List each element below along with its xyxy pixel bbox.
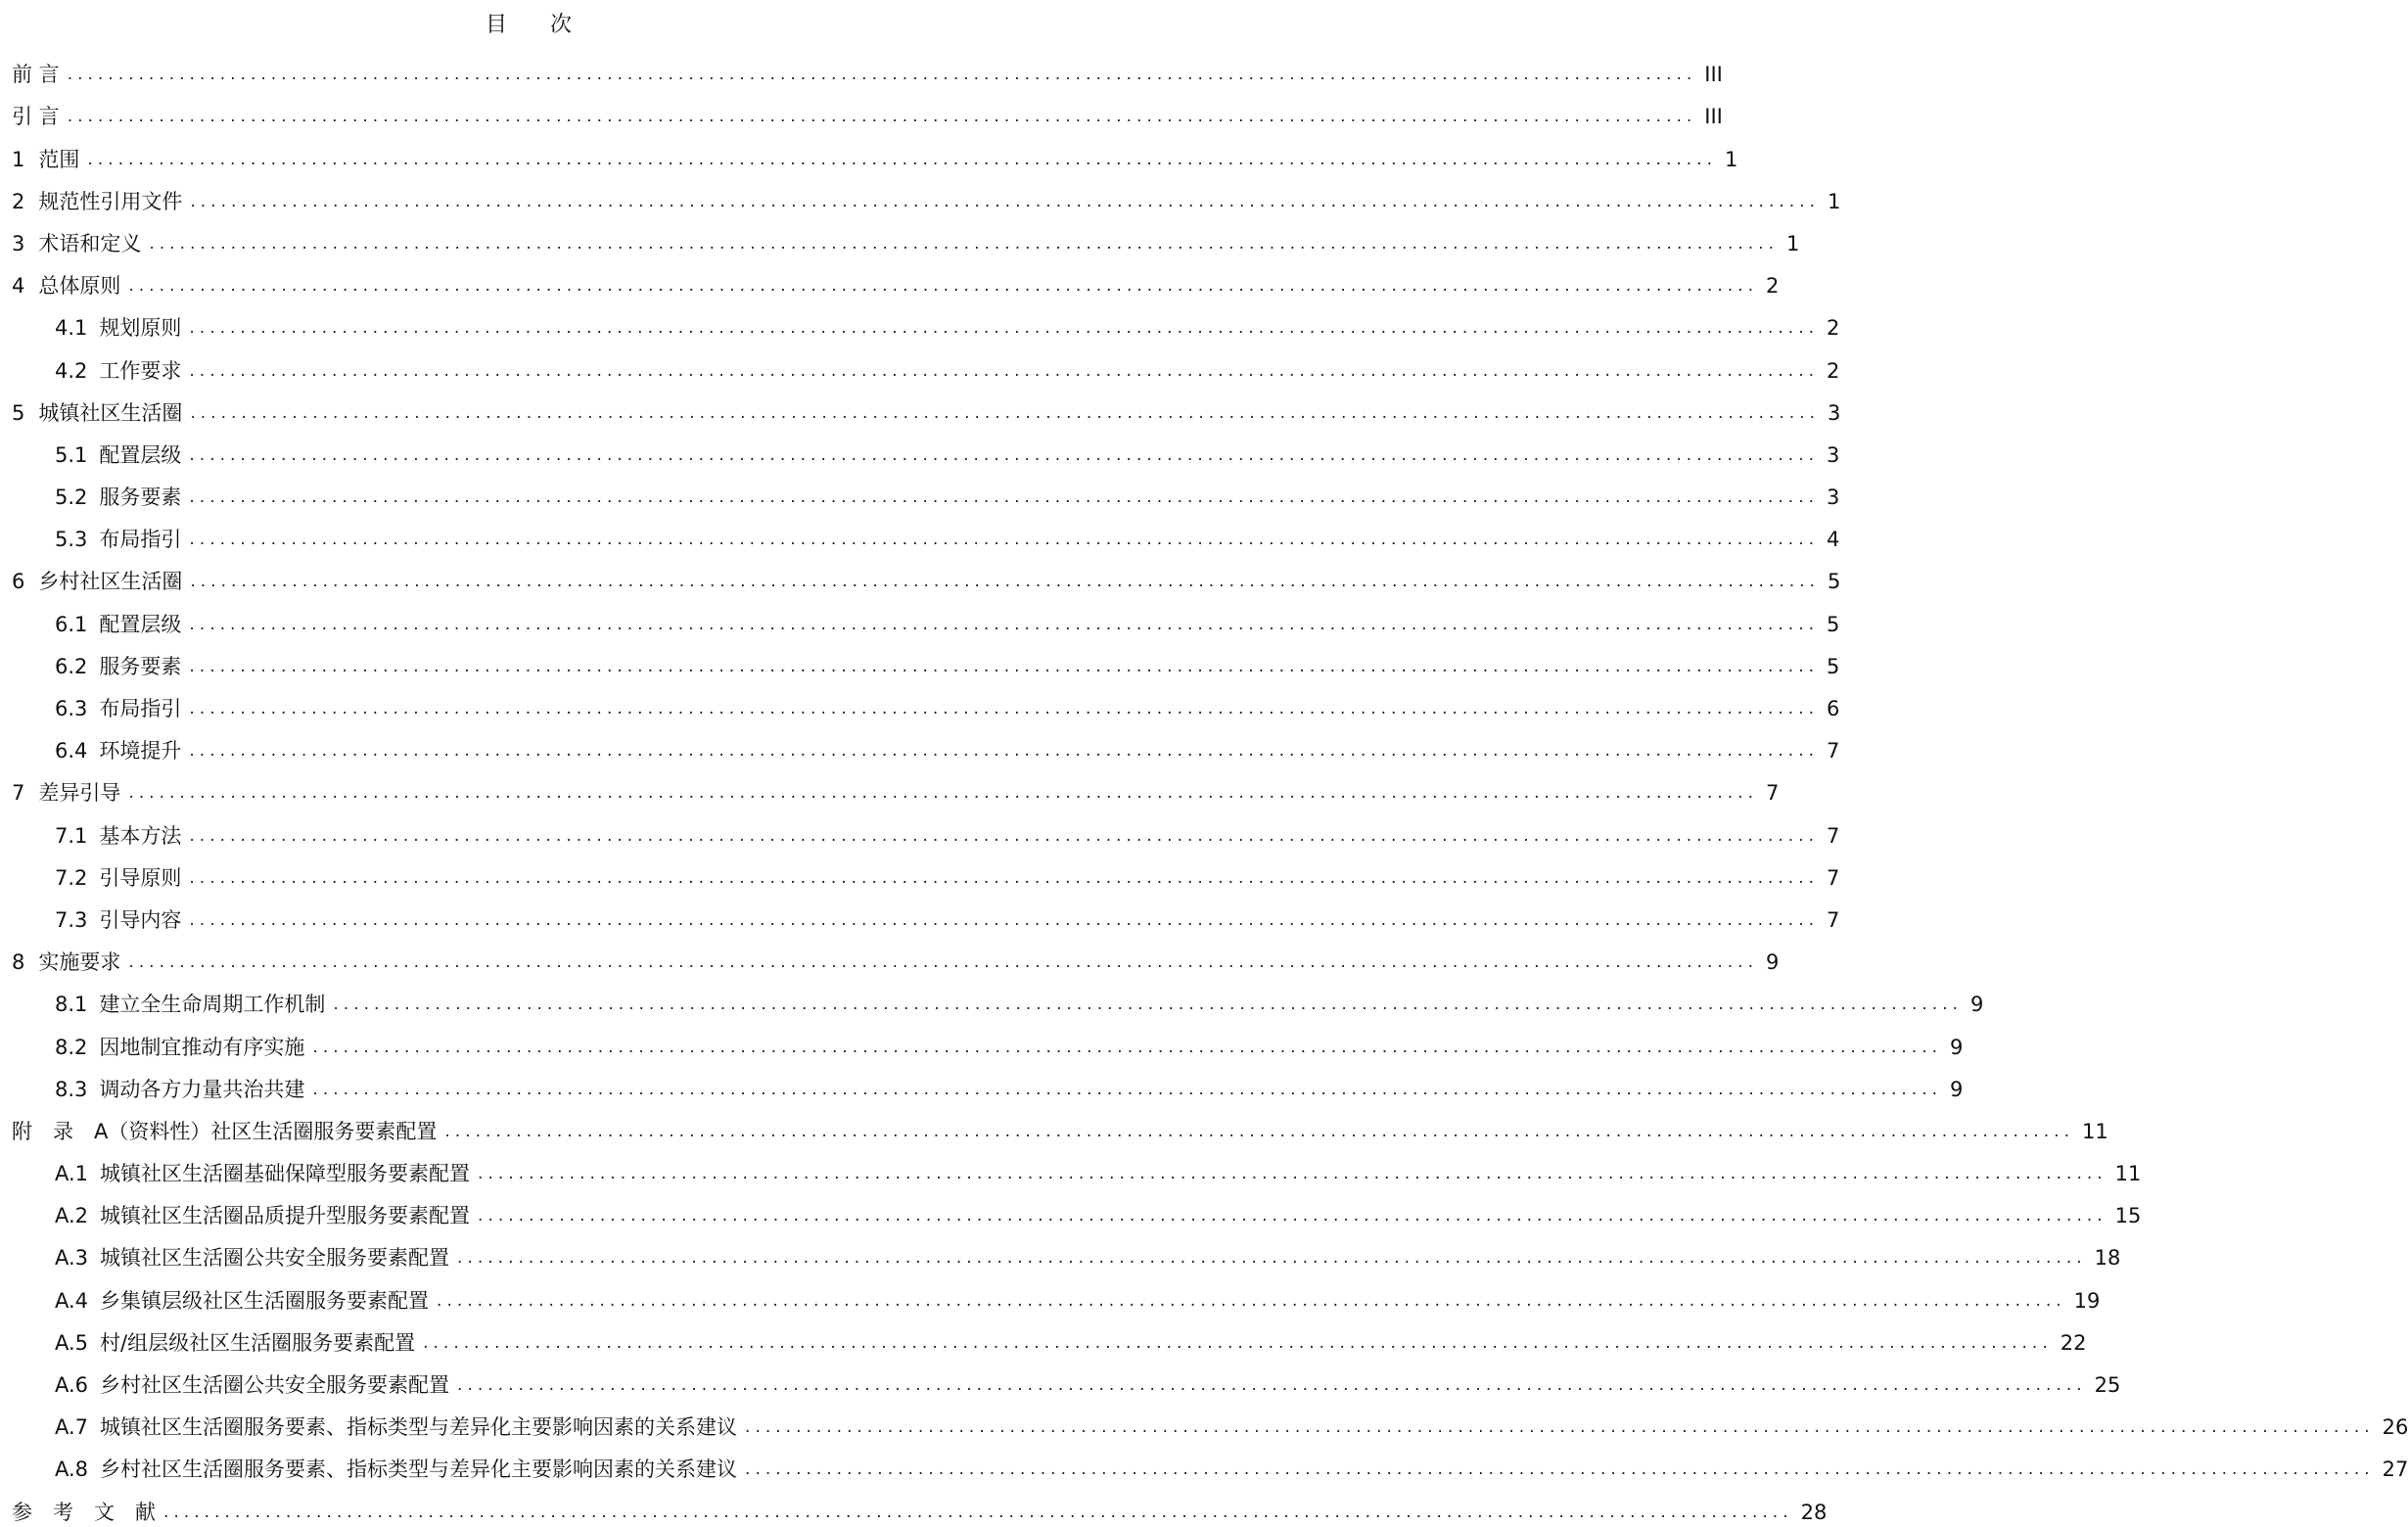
dot-leader: ................................................................................................................................................................ [189,444,1820,465]
dot-leader: ................................................................................................................................................................ [189,656,1820,676]
toc-entry-number: 6.2 [55,654,88,678]
toc-entry-page-number: 7 [1827,865,1840,890]
toc-entry-number: A.2 [55,1204,89,1228]
toc-entry-number: 4 [12,274,25,299]
toc-entry-page-number: 5 [1827,654,1840,678]
toc-entry-page-number: 2 [1827,316,1840,341]
toc-entry[interactable] [0,301,1840,343]
toc-entry-page-number: 11 [2081,1119,2108,1143]
toc-entry[interactable] [0,343,1840,385]
toc-entry-number: 7.2 [55,865,88,890]
toc-entry-page-number: 7 [1765,781,1780,806]
toc-entry-label: 调动各方力量共治共建 [99,1077,305,1101]
toc-entry-page-number: 7 [1827,739,1840,764]
toc-entry[interactable] [0,765,1780,808]
toc-entry-page-number: 22 [2060,1330,2087,1355]
dot-leader: ................................................................................................................................................................ [444,1121,2074,1141]
toc-entry-page-number: 5 [1827,570,1841,594]
toc-entry-page-number: 3 [1827,442,1840,467]
dot-leader: ................................................................................................................................................................ [190,402,1820,423]
toc-entry[interactable] [0,1484,1828,1526]
toc-entry[interactable] [0,1272,2101,1315]
toc-entry-label: 城镇社区生活圈服务要素、指标类型与差异化主要影响因素的关系建议 [100,1415,738,1440]
toc-entry-number: A.8 [55,1458,89,1482]
toc-entry-label: 实施要求 [38,950,121,975]
dot-leader: ................................................................................................................................................................ [189,318,1820,339]
toc-list [0,47,2408,1527]
toc-entry-label: 范围 [38,147,80,171]
toc-entry[interactable] [0,512,1840,554]
toc-entry-label: 配置层级 [99,442,182,467]
dot-leader: ................................................................................................................................................................ [189,825,1820,846]
toc-entry-label: 城镇社区生活圈 [38,400,183,425]
toc-entry-label: 环境提升 [99,739,182,764]
toc-entry[interactable] [0,1230,2121,1272]
dot-leader: ................................................................................................................................................................ [149,233,1779,254]
toc-entry-number: 5.1 [55,442,88,467]
dot-leader: ................................................................................................................................................................ [189,909,1820,930]
dot-leader: ................................................................................................................................................................ [67,107,1697,127]
toc-entry-label: 服务要素 [99,654,182,678]
toc-entry-label: 参 考 文 献 [12,1500,156,1524]
toc-entry[interactable] [0,47,1723,89]
toc-entry-number: 8.1 [55,993,88,1017]
toc-entry[interactable] [0,1062,1964,1104]
dot-leader: ................................................................................................................................................................ [189,867,1820,888]
toc-entry-number: 4.2 [55,358,88,383]
toc-entry[interactable] [0,935,1780,977]
toc-entry-page-number: 3 [1827,400,1841,425]
dot-leader: ................................................................................................................................................................ [189,741,1820,762]
toc-entry-label: 引 言 [12,105,60,129]
toc-entry-label: 规划原则 [99,316,182,341]
dot-leader: ................................................................................................................................................................ [457,1375,2087,1395]
toc-entry-label: 因地制宜推动有序实施 [99,1035,305,1059]
toc-entry-label: 配置层级 [99,612,182,636]
toc-entry-page-number: 7 [1827,907,1840,932]
toc-entry-label: 乡村社区生活圈公共安全服务要素配置 [100,1373,450,1397]
dot-leader: ................................................................................................................................................................ [190,191,1820,211]
toc-entry[interactable] [0,1146,2142,1188]
dot-leader: ................................................................................................................................................................ [163,1502,1793,1522]
toc-entry-page-number: 25 [2094,1373,2121,1397]
toc-entry[interactable] [0,893,1840,935]
toc-entry-page-number: 7 [1827,823,1840,848]
toc-entry-label: 村/组层级社区生活圈服务要素配置 [100,1330,416,1355]
page-title: 目 次 [485,13,572,37]
toc-entry-page-number: 1 [1724,147,1738,171]
toc-entry[interactable] [0,131,1738,173]
toc-entry[interactable] [0,681,1840,723]
toc-entry[interactable] [0,1104,2108,1146]
dot-leader: ................................................................................................................................................................ [128,276,1758,297]
toc-entry-label: 工作要求 [99,358,182,383]
toc-entry[interactable] [0,386,1841,428]
toc-entry-number: 5.3 [55,528,88,552]
toc-entry[interactable] [0,851,1840,893]
toc-entry-label: 城镇社区生活圈公共安全服务要素配置 [100,1246,450,1271]
toc-entry-label: 总体原则 [38,274,121,299]
dot-leader: ................................................................................................................................................................ [478,1206,2107,1226]
toc-entry-page-number: 2 [1765,274,1780,299]
toc-entry-page-number: 3 [1827,486,1840,510]
dot-leader: ................................................................................................................................................................ [423,1332,2053,1353]
dot-leader: ................................................................................................................................................................ [128,952,1758,973]
toc-entry-number: 1 [12,147,25,171]
toc-entry-number: 6.3 [55,697,88,720]
toc-entry[interactable] [0,1188,2142,1230]
dot-leader: ................................................................................................................................................................ [189,530,1820,550]
toc-entry-label: 城镇社区生活圈基础保障型服务要素配置 [100,1162,471,1186]
toc-entry-page-number: 6 [1827,697,1840,720]
toc-entry-label: 基本方法 [99,823,182,848]
toc-entry[interactable] [0,808,1840,850]
dot-leader: ................................................................................................................................................................ [478,1164,2107,1184]
toc-entry[interactable] [0,1019,1964,1061]
dot-leader: ................................................................................................................................................................ [745,1417,2375,1438]
toc-entry-page-number: 9 [1950,1077,1964,1101]
toc-entry-number: 5.2 [55,486,88,510]
toc-entry[interactable] [0,596,1840,638]
dot-leader: ................................................................................................................................................................ [189,487,1820,508]
toc-entry-page-number: 19 [2073,1288,2101,1313]
toc-entry-label: 规范性引用文件 [38,189,183,213]
toc-entry-label: 引导内容 [99,907,182,932]
toc-entry[interactable] [0,428,1840,470]
toc-entry-number: 8.3 [55,1077,88,1101]
toc-entry[interactable] [0,174,1841,216]
toc-entry-number: 7.1 [55,823,88,848]
dot-leader: ................................................................................................................................................................ [189,360,1820,381]
toc-entry-label: 前 言 [12,63,60,87]
dot-leader: ................................................................................................................................................................ [189,699,1820,718]
dot-leader: ................................................................................................................................................................ [190,572,1820,592]
toc-entry-label: 乡村社区生活圈 [38,570,183,594]
toc-entry[interactable] [0,554,1841,596]
toc-entry-number: A.1 [55,1162,89,1186]
dot-leader: ................................................................................................................................................................ [87,149,1717,169]
toc-entry-label: 术语和定义 [38,231,142,255]
toc-entry-number: 8 [12,950,25,975]
toc-entry-label: 布局指引 [99,697,182,720]
toc-entry-page-number: 4 [1827,528,1840,552]
dot-leader: ................................................................................................................................................................ [128,783,1758,804]
toc-entry-page-number: 2 [1827,358,1840,383]
toc-entry-number: 6.1 [55,612,88,636]
toc-entry-page-number: III [1704,63,1723,87]
toc-entry[interactable] [0,1316,2087,1358]
toc-entry-label: 布局指引 [99,528,182,552]
toc-entry[interactable] [0,258,1780,301]
toc-entry-page-number: 9 [1765,950,1780,975]
toc-entry-number: A.6 [55,1373,89,1397]
toc-entry-label: 差异引导 [38,781,121,806]
dot-leader: ................................................................................................................................................................ [333,995,1964,1015]
toc-entry-page-number: 9 [1970,993,1984,1017]
toc-entry-label: 城镇社区生活圈品质提升型服务要素配置 [100,1204,471,1228]
dot-leader: ................................................................................................................................................................ [189,614,1820,634]
toc-entry-number: 5 [12,400,25,425]
toc-entry-number: 6 [12,570,25,594]
toc-entry-page-number: 11 [2114,1162,2142,1186]
toc-entry-label: 引导原则 [99,865,182,890]
toc-entry[interactable] [0,216,1800,258]
toc-entry-number: 6.4 [55,739,88,764]
toc-entry[interactable] [0,1358,2121,1400]
toc-entry[interactable] [0,1400,2408,1442]
toc-entry-page-number: 5 [1827,612,1840,636]
toc-entry-page-number: 15 [2114,1204,2142,1228]
toc-entry[interactable] [0,1442,2408,1484]
toc-entry[interactable] [0,977,1984,1019]
dot-leader: ................................................................................................................................................................ [312,1079,1943,1099]
toc-entry-number: 8.2 [55,1035,88,1059]
toc-entry-number: 2 [12,189,25,213]
toc-entry-label: 乡集镇层级社区生活圈服务要素配置 [100,1288,430,1313]
toc-entry-number: 7.3 [55,907,88,932]
toc-entry-page-number: 26 [2382,1415,2408,1440]
dot-leader: ................................................................................................................................................................ [312,1037,1943,1057]
toc-entry-label: 服务要素 [99,486,182,510]
toc-entry[interactable] [0,470,1840,512]
dot-leader: ................................................................................................................................................................ [437,1290,2066,1311]
dot-leader: ................................................................................................................................................................ [67,65,1697,85]
toc-entry-number: A.3 [55,1246,89,1271]
dot-leader: ................................................................................................................................................................ [745,1459,2375,1480]
toc-entry[interactable] [0,89,1723,131]
toc-entry-number: 3 [12,231,25,255]
toc-entry-page-number: 9 [1950,1035,1964,1059]
toc-entry[interactable] [0,723,1840,765]
toc-entry-page-number: 28 [1800,1500,1828,1524]
toc-entry-page-number: 1 [1785,231,1800,255]
toc-entry-page-number: 18 [2094,1246,2121,1271]
toc-entry-label: 附 录 A（资料性）社区生活圈服务要素配置 [12,1119,438,1143]
toc-entry-label: 乡村社区生活圈服务要素、指标类型与差异化主要影响因素的关系建议 [100,1458,738,1482]
toc-entry-number: 7 [12,781,25,806]
toc-entry-label: 建立全生命周期工作机制 [99,993,326,1017]
toc-entry-page-number: 1 [1827,189,1841,213]
toc-entry-number: A.4 [55,1288,89,1313]
toc-entry-number: A.7 [55,1415,89,1440]
dot-leader: ................................................................................................................................................................ [457,1248,2087,1269]
toc-entry[interactable] [0,639,1840,681]
toc-entry-page-number: III [1704,105,1723,129]
toc-entry-number: 4.1 [55,316,88,341]
toc-entry-number: A.5 [55,1330,89,1355]
toc-entry-page-number: 27 [2382,1458,2408,1482]
